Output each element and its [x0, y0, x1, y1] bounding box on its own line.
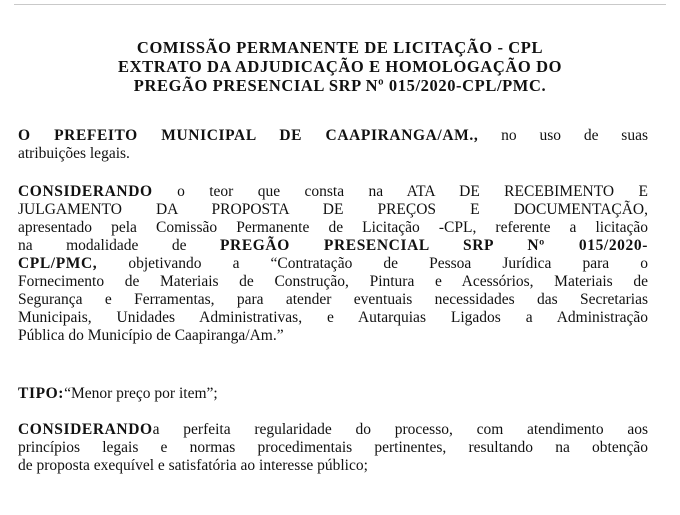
- considerando1-l4-bold: PREGÃO PRESENCIAL SRP Nº 015/2020-: [219, 237, 648, 254]
- intro-bold: O PREFEITO MUNICIPAL DE CAAPIRANGA/AM.,: [18, 127, 479, 144]
- considerando1-line-7: Segurança e Ferramentas, para atender eventuais necessidades das Secretarias: [18, 291, 648, 308]
- intro-line-2: atribuições legais.: [18, 145, 130, 162]
- considerando1-bold: CONSIDERANDO: [18, 183, 153, 200]
- considerando1-line-8: Municipais, Unidades Administrativas, e Autarquias Ligados a Administração: [18, 309, 648, 326]
- tipo-label: TIPO:: [18, 385, 65, 402]
- considerando-paragraph-2: [18, 421, 648, 475]
- considerando1-line-9: Pública do Município de Caapiranga/Am.”: [18, 327, 284, 344]
- considerando2-bold: CONSIDERANDO: [18, 421, 153, 438]
- intro-rest: no uso de suas: [478, 127, 648, 144]
- tipo-paragraph: [18, 385, 648, 403]
- considerando1-line-6: Fornecimento de Materiais de Construção, Pintura e Acessórios, Materiais de: [18, 273, 648, 290]
- intro-line-1: [18, 127, 648, 145]
- tipo-line: [18, 385, 648, 403]
- considerando1-l5-rest: objetivando a “Contratação de Pessoa Jurídica para o: [97, 255, 648, 272]
- considerando2-line-1: [18, 421, 648, 439]
- heading-line-3: PREGÃO PRESENCIAL SRP Nº 015/2020-CPL/PMC.: [133, 76, 547, 95]
- document-heading: [0, 38, 680, 95]
- considerando1-line-5: [18, 255, 648, 273]
- considerando1-l1-rest: o teor que consta na ATA DE RECEBIMENTO E: [152, 183, 648, 200]
- considerando1-l4-pre: na modalidade de: [18, 237, 220, 254]
- considerando1-l5-bold: CPL/PMC,: [18, 255, 98, 272]
- considerando1-line-4: [18, 237, 648, 255]
- considerando1-line-2: JULGAMENTO DA PROPOSTA DE PREÇOS E DOCUMENTAÇÃO,: [18, 201, 648, 218]
- considerando2-line-3: de proposta exequível e satisfatória ao interesse público;: [18, 457, 368, 474]
- considerando2-l1-rest: a perfeita regularidade do processo, com atendimento aos: [152, 421, 648, 438]
- considerando1-line-3: apresentado pela Comissão Permanente de Licitação -CPL, referente a licitação: [18, 219, 648, 236]
- considerando-paragraph-1: [18, 183, 648, 345]
- heading-line-1: COMISSÃO PERMANENTE DE LICITAÇÃO - CPL: [136, 38, 544, 57]
- considerando1-line-1: [18, 183, 648, 201]
- heading-line-2: EXTRATO DA ADJUDICAÇÃO E HOMOLOGAÇÃO DO: [117, 57, 563, 76]
- tipo-value: “Menor preço por item”;: [64, 385, 218, 402]
- considerando2-line-2: princípios legais e normas procedimentais pertinentes, resultando na obtenção: [18, 439, 648, 456]
- intro-paragraph: [18, 127, 648, 163]
- top-rule: [14, 4, 666, 5]
